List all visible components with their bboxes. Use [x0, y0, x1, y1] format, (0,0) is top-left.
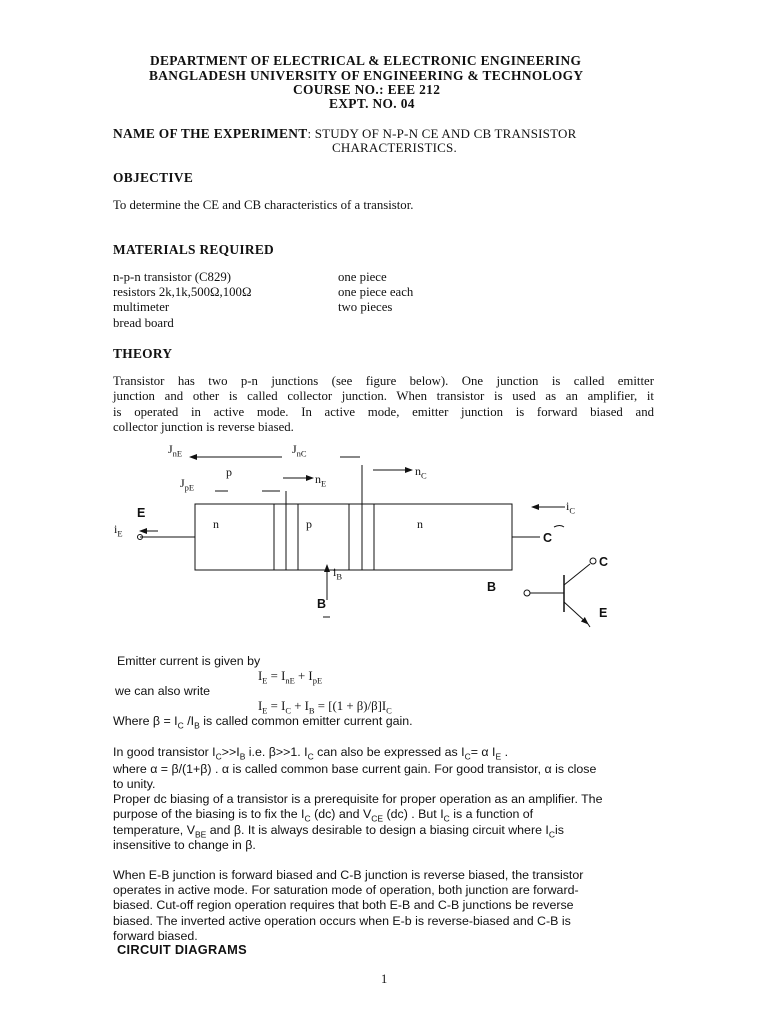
p1-part: >>I [221, 745, 240, 759]
sub-E: E [262, 705, 268, 716]
p2-part: temperature, V [113, 823, 195, 837]
jne-letter: J [168, 442, 173, 456]
region-p-base: p [306, 517, 312, 531]
course-number: COURSE NO.: EEE 212 [293, 82, 441, 97]
page-number: 1 [381, 972, 388, 986]
theory-line: Transistor has two p-n junctions (see figure below). One junction is called emitter [113, 374, 654, 388]
equation-ie-beta: $I_E = I_C + I_B = [(1 + \beta)/\beta]I_C$ [258, 699, 392, 716]
sub-C: C [307, 751, 314, 762]
ic-sub: C [569, 505, 576, 516]
ne-label [315, 472, 326, 488]
symbol-collector-terminal [590, 558, 596, 564]
sub-pE: pE [312, 675, 323, 686]
ie-letter: i [114, 522, 118, 536]
p2-part: is [555, 823, 564, 837]
emitter-E-label: E [137, 506, 146, 520]
ie-label [114, 522, 123, 538]
sub-C: C [177, 720, 184, 731]
biasing-line-4: insensitive to change in β. [113, 838, 256, 852]
material-item: n-p-n transistor (C829) [113, 270, 231, 284]
ic-label [566, 499, 575, 515]
unity-line: to unity. [113, 777, 156, 791]
ic-letter: i [566, 499, 570, 513]
jpe-sub: pE [184, 482, 195, 493]
objective-heading: OBJECTIVE [113, 170, 194, 185]
collector-tick [554, 526, 564, 528]
emitter-current-intro: Emitter current is given by [117, 654, 261, 668]
symbol-C-label: C [599, 555, 609, 569]
collector-C-label: C [543, 531, 553, 545]
symbol-B-label: B [487, 580, 497, 594]
mode-paragraph [113, 868, 583, 944]
sub-C: C [548, 829, 555, 840]
sub-CE: CE [371, 813, 384, 824]
theory-line: junction and other is called collector junction. When transistor is used as an amplifier, it [113, 389, 654, 404]
jnc-letter: J [292, 442, 297, 456]
experiment-title-line1: : STUDY OF N-P-N CE AND CB TRANSISTOR [307, 126, 577, 141]
sub-C: C [285, 705, 292, 716]
base-B-label: B [317, 597, 327, 611]
p1-part: In good transistor I [113, 745, 216, 759]
mode-line: biased. Cut-off region operation requires that both E-B and C-B junctions be reverse [113, 898, 574, 913]
beta-def-start: Where β = I [113, 714, 178, 728]
p1-part: can also be expressed as I [313, 745, 465, 759]
ne-letter: n [315, 472, 321, 486]
jpe-label [180, 476, 194, 492]
mode-line: forward biased. [113, 928, 198, 943]
university-heading: BANGLADESH UNIVERSITY OF ENGINEERING & TECHNOLOGY [149, 68, 584, 83]
sub-BE: BE [194, 829, 207, 840]
transistor-body-rect [195, 504, 512, 570]
sub-C: C [304, 813, 311, 824]
beta-definition: Where $\beta = I_C$ $/I_B$ is called common emitter current gain. [113, 714, 413, 731]
materials-heading: MATERIALS REQUIRED [113, 242, 275, 257]
jnc-sub: nC [296, 448, 307, 459]
sub-C: C [215, 751, 222, 762]
material-qty: one piece [338, 270, 387, 284]
sub-C: C [443, 813, 450, 824]
symbol-emitter-lead [564, 602, 588, 624]
jne-label [168, 442, 182, 458]
material-item: bread board [113, 315, 174, 330]
material-item: resistors 2k,1k,500Ω,100Ω [113, 285, 252, 300]
ib-sub: B [336, 571, 343, 582]
sub-B: B [194, 720, 200, 731]
p2-part: (dc) . But I [383, 807, 444, 821]
theory-line: is operated in active mode. In active mode, emitter junction is forward biased and [113, 404, 654, 419]
theory-heading: THEORY [113, 346, 173, 361]
jne-sub: nE [172, 448, 183, 459]
p2-part: is a function of [449, 807, 534, 821]
also-write-intro: we can also write [115, 684, 211, 698]
sub-nE: nE [285, 675, 295, 686]
region-n-emitter: n [213, 517, 219, 531]
ne-sub: E [321, 478, 327, 489]
mode-line: operates in active mode. For saturation mode of operation, both junction are forward- [113, 883, 579, 898]
jpe-letter: J [180, 476, 185, 490]
sub-E: E [495, 751, 502, 762]
p2-part: purpose of the biasing is to fix the I [113, 807, 305, 821]
symbol-E-label: E [599, 606, 608, 620]
jnc-label [292, 442, 307, 458]
region-n-collector: n [417, 517, 423, 531]
nc-letter: n [415, 464, 421, 478]
symbol-base-terminal [524, 590, 530, 596]
sub-B: B [239, 751, 246, 762]
nc-sub: C [421, 470, 427, 481]
p1-part: i.e. β>>1. I [245, 745, 308, 759]
sub-B: B [308, 705, 315, 716]
equation-ie-sum: $I_E = I_{nE} + I_{pE}$ [258, 669, 323, 686]
experiment-name-label: NAME OF THE EXPERIMENT [113, 126, 308, 141]
experiment-number: EXPT. NO. 04 [329, 96, 415, 111]
ib-label [333, 565, 342, 581]
p2-part: and β. It is always desirable to design a biasing circuit where I [206, 823, 549, 837]
material-item: multimeter [113, 300, 170, 315]
mode-line: biased. The inverted active operation occurs when E-b is reverse-biased and C-B is [113, 913, 571, 928]
mode-line: When E-B junction is forward biased and C-B junction is reverse biased, the transistor [113, 868, 584, 882]
symbol-emitter-stub [588, 624, 590, 627]
ie-sub: E [117, 528, 123, 539]
symbol-collector-lead [564, 564, 590, 585]
alpha-definition-line: where α = β/(1+β) . α is called common base current gain. For good transistor, α is close [113, 762, 597, 776]
dept-heading: DEPARTMENT OF ELECTRICAL & ELECTRONIC ENGINEERING [150, 53, 582, 68]
p1-part: . [501, 745, 509, 759]
sub-C: C [386, 705, 392, 716]
theory-line: collector junction is reverse biased. [113, 420, 294, 435]
experiment-title-line2: CHARACTERISTICS. [332, 140, 457, 155]
p1-part: = α I [470, 745, 496, 759]
p-label: p [226, 465, 232, 479]
nc-label [415, 464, 427, 480]
material-qty: two pieces [338, 300, 393, 315]
biasing-line-1: Proper dc biasing of a transistor is a prerequisite for proper operation as an amplifier. The [113, 792, 603, 806]
sub-C: C [464, 751, 471, 762]
material-qty: one piece each [338, 285, 414, 300]
p2-part: (dc) and V [310, 807, 372, 821]
circuit-diagrams-heading: CIRCUIT DIAGRAMS [117, 942, 247, 957]
objective-text: To determine the CE and CB characteristics of a transistor. [113, 198, 414, 212]
beta-def-end: is called common emitter current gain. [199, 714, 413, 728]
sub-E: E [262, 675, 268, 686]
ib-letter: i [333, 565, 337, 579]
